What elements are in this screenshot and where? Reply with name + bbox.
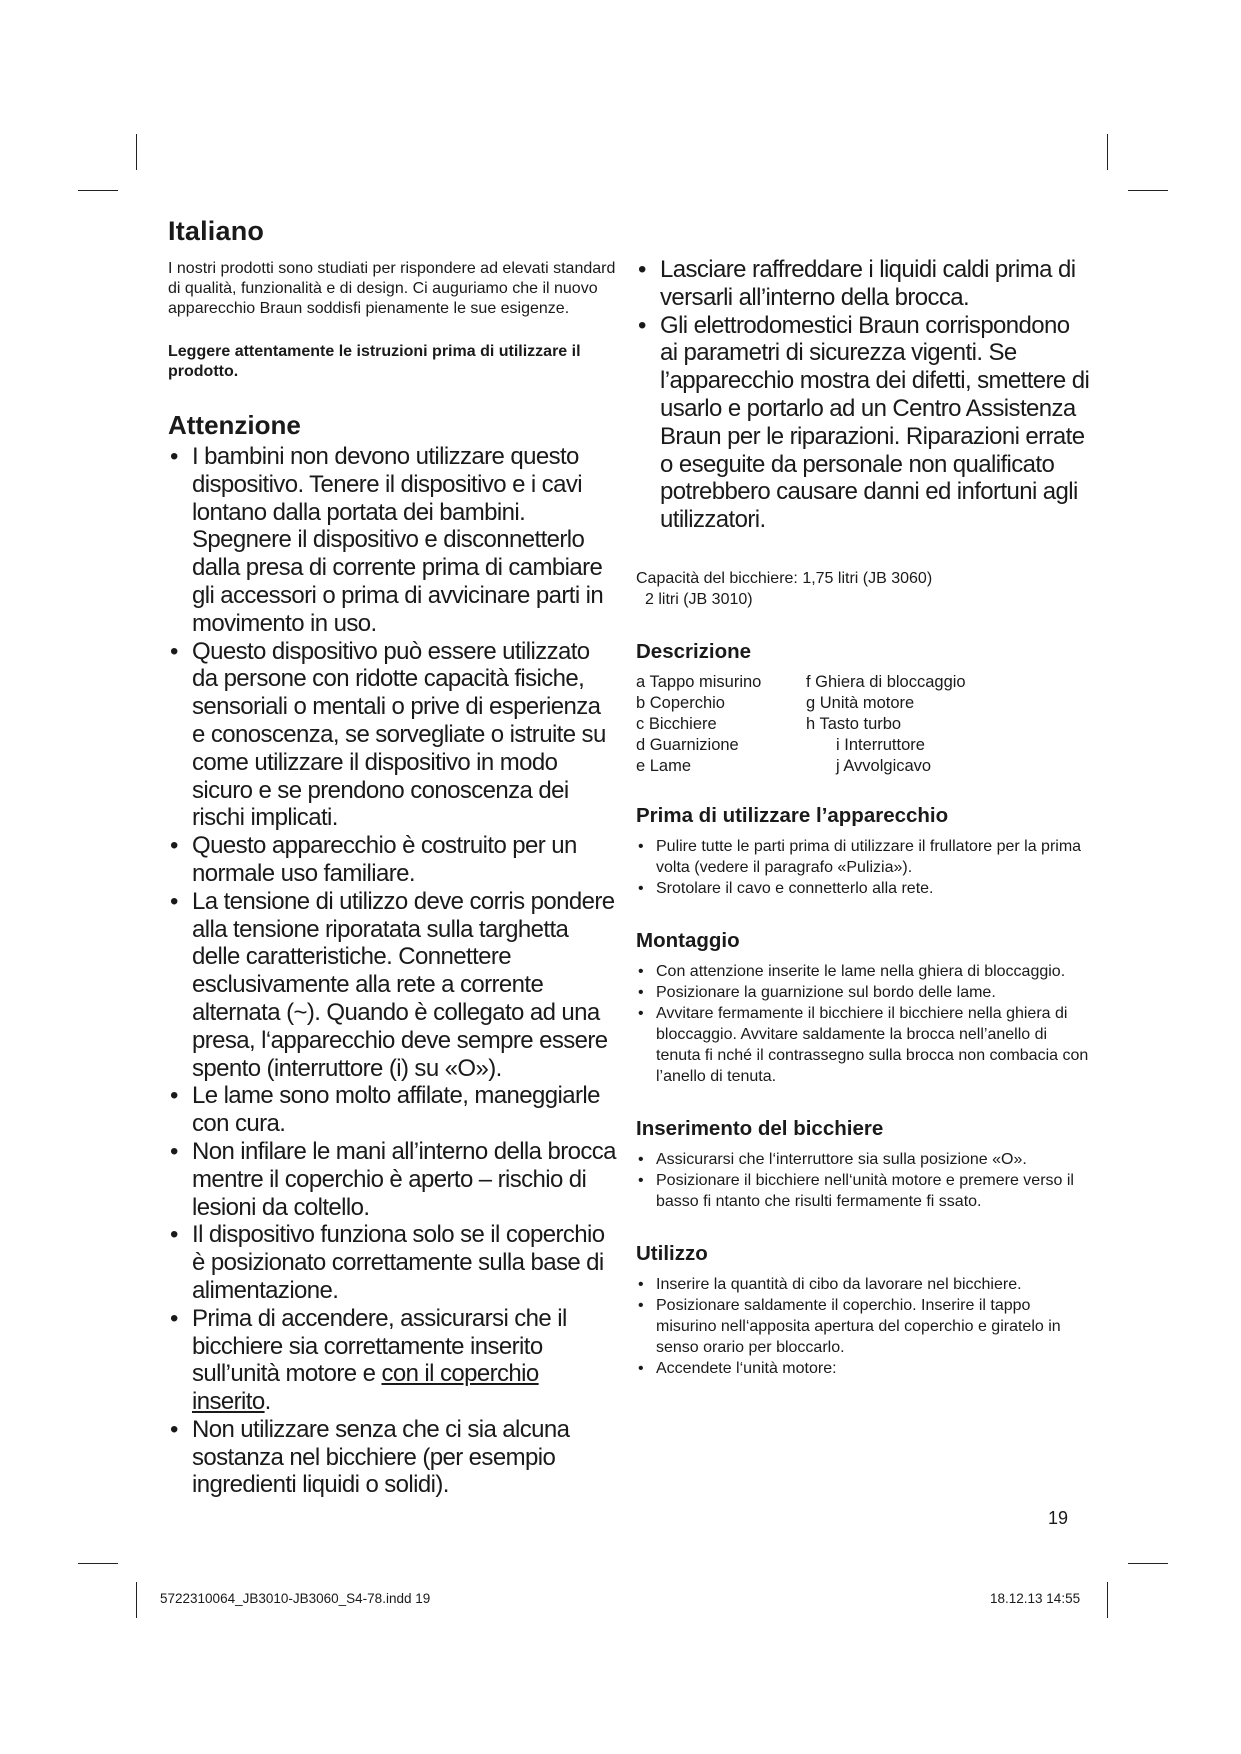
list-item: • Pulire tutte le parti prima di utilizzare il frullatore per la prima volta (vedere il paragrafo «Pulizia»). [636, 836, 1091, 878]
crop-mark [1128, 1563, 1168, 1564]
table-cell: j Avvolgicavo [836, 756, 932, 775]
right-column [636, 256, 1091, 1379]
table-cell: i Interruttore [836, 735, 925, 754]
crop-mark [1128, 190, 1168, 191]
list-item: • Le lame sono molto affilate, maneggiarle con cura. [168, 1082, 618, 1138]
list-item: • Questo dispositivo può essere utilizzato da persone con ridotte capacità fisiche, sensoriali o mentali o prive di esperienza e conoscenza, se sorvegliate o istruite su come utilizzare il dispositivo in modo sicuro e se prendono conoscenza dei rischi implicati. [168, 638, 618, 833]
list-item: • Inserire la quantità di cibo da lavorare nel bicchiere. [636, 1274, 1091, 1295]
list-item: • Posizionare il bicchiere nell‘unità motore e premere verso il basso fi ntanto che risulti fermamente fi ssato. [636, 1170, 1091, 1212]
list-item: • Questo apparecchio è costruito per un normale uso familiare. [168, 832, 618, 888]
table-cell: c Bicchiere [636, 714, 717, 733]
table-row [636, 735, 966, 756]
insert-title: Inserimento del bicchiere [636, 1116, 884, 1140]
warnings-continued-list [636, 256, 1091, 534]
crop-mark [136, 1582, 137, 1618]
insert-section [636, 1117, 1091, 1212]
table-cell: f Ghiera di bloccaggio [806, 672, 966, 691]
list-item: • Gli elettrodomestici Braun corrispondono ai parametri di sicurezza vigenti. Se l’apparecchio mostra dei difetti, smettere di usarlo e portarlo ad un Centro Assistenza Braun per le riparazioni. Riparazioni errate o eseguite da personale non qualificato potrebbero causare danni ed infortuni agli utilizzatori. [636, 312, 1091, 534]
language-title: Italiano [168, 216, 265, 246]
list-item: • Srotolare il cavo e connetterlo alla rete. [636, 878, 1091, 899]
page-number: 19 [1048, 1508, 1069, 1528]
table-cell: g Unità motore [806, 693, 915, 712]
list-item: • La tensione di utilizzo deve corris pondere alla tensione riporatata sulla targhetta delle caratteristiche. Connettere esclusivamente alla rete a corrente alternata (~). Quando è collegato ad una presa, l‘apparecchio deve sempre essere spento (interruttore (i) su «O»). [168, 888, 618, 1083]
description-title: Descrizione [636, 639, 752, 663]
left-column [168, 216, 618, 1499]
capacity-info [636, 568, 1091, 610]
read-instructions-note: Leggere attentamente le istruzioni prima di utilizzare il prodotto. [168, 343, 581, 380]
list-item: • Accendete l‘unità motore: [636, 1358, 1091, 1379]
list-item: • Il dispositivo funziona solo se il coperchio è posizionato correttamente sulla base di alimentazione. [168, 1221, 618, 1304]
item-end: . [264, 1388, 271, 1416]
use-title: Utilizzo [636, 1241, 708, 1265]
table-cell: b Coperchio [636, 693, 725, 712]
table-row [636, 756, 966, 777]
table-row [636, 672, 966, 693]
list-item: • Non infilare le mani all’interno della brocca mentre il coperchio è aperto – rischio di lesioni da coltello. [168, 1138, 618, 1221]
attention-title: Attenzione [168, 410, 301, 440]
list-item [168, 1305, 618, 1416]
table-cell: a Tappo misurino [636, 672, 762, 691]
crop-mark [78, 190, 118, 191]
parts-table [636, 672, 966, 777]
capacity-line: 2 litri (JB 3010) [645, 590, 753, 608]
table-cell: h Tasto turbo [806, 714, 902, 733]
crop-mark [1107, 1582, 1108, 1618]
footer-date: 18.12.13 14:55 [990, 1591, 1081, 1606]
use-section [636, 1242, 1091, 1379]
list-item: • Posizionare saldamente il coperchio. Inserire il tappo misurino nell‘apposita apertura del coperchio e giratelo in senso orario per bloccarlo. [636, 1295, 1091, 1358]
list-item: • Non utilizzare senza che ci sia alcuna sostanza nel bicchiere (per esempio ingredienti liquidi o solidi). [168, 1416, 618, 1499]
list-item: • Con attenzione inserite le lame nella ghiera di bloccaggio. [636, 961, 1091, 982]
description-section [636, 640, 1091, 777]
list-item: • Lasciare raffreddare i liquidi caldi prima di versarli all’interno della brocca. [636, 256, 1091, 312]
intro-paragraph: I nostri prodotti sono studiati per rispondere ad elevati standard di qualità, funzionalità e di design. Ci auguriamo che il nuovo apparecchio Braun soddisfi pienamente le sue esigenze. [168, 260, 616, 317]
table-cell: d Guarnizione [636, 735, 739, 754]
insert-list [636, 1149, 1091, 1212]
table-row [636, 693, 966, 714]
crop-mark [78, 1563, 118, 1564]
list-item: • Posizionare la guarnizione sul bordo delle lame. [636, 982, 1091, 1003]
footer-file: 5722310064_JB3010-JB3060_S4-78.indd 19 [160, 1591, 431, 1606]
attention-list [168, 443, 618, 1499]
before-use-list [636, 836, 1091, 899]
before-use-section [636, 804, 1091, 899]
underlined-text: con il coperchio inserito [192, 1360, 539, 1416]
list-item: • Assicurarsi che l‘interruttore sia sulla posizione «O». [636, 1149, 1091, 1170]
crop-mark [136, 134, 137, 170]
table-row [636, 714, 966, 735]
item-text: Prima di accendere, assicurarsi che il bicchiere sia correttamente inserito sull’unità motore e [192, 1304, 567, 1388]
crop-mark [1107, 134, 1108, 170]
assembly-title: Montaggio [636, 928, 740, 952]
assembly-list [636, 961, 1091, 1087]
list-item: • Avvitare fermamente il bicchiere il bicchiere nella ghiera di bloccaggio. Avvitare saldamente la brocca nell’anello di tenuta fi nché il contrassegno sulla brocca non combacia con l’anello di tenuta. [636, 1003, 1091, 1087]
list-item: • I bambini non devono utilizzare questo dispositivo. Tenere il dispositivo e i cavi lontano dalla portata dei bambini. Spegnere il dispositivo e disconnetterlo dalla presa di corrente prima di cambiare gli accessori o prima di avvicinare parti in movimento in uso. [168, 443, 618, 638]
before-use-title: Prima di utilizzare l’apparecchio [636, 803, 949, 827]
table-cell: e Lame [636, 756, 692, 775]
use-list [636, 1274, 1091, 1379]
capacity-line: Capacità del bicchiere: 1,75 litri (JB 3060) [636, 569, 933, 587]
assembly-section [636, 929, 1091, 1087]
